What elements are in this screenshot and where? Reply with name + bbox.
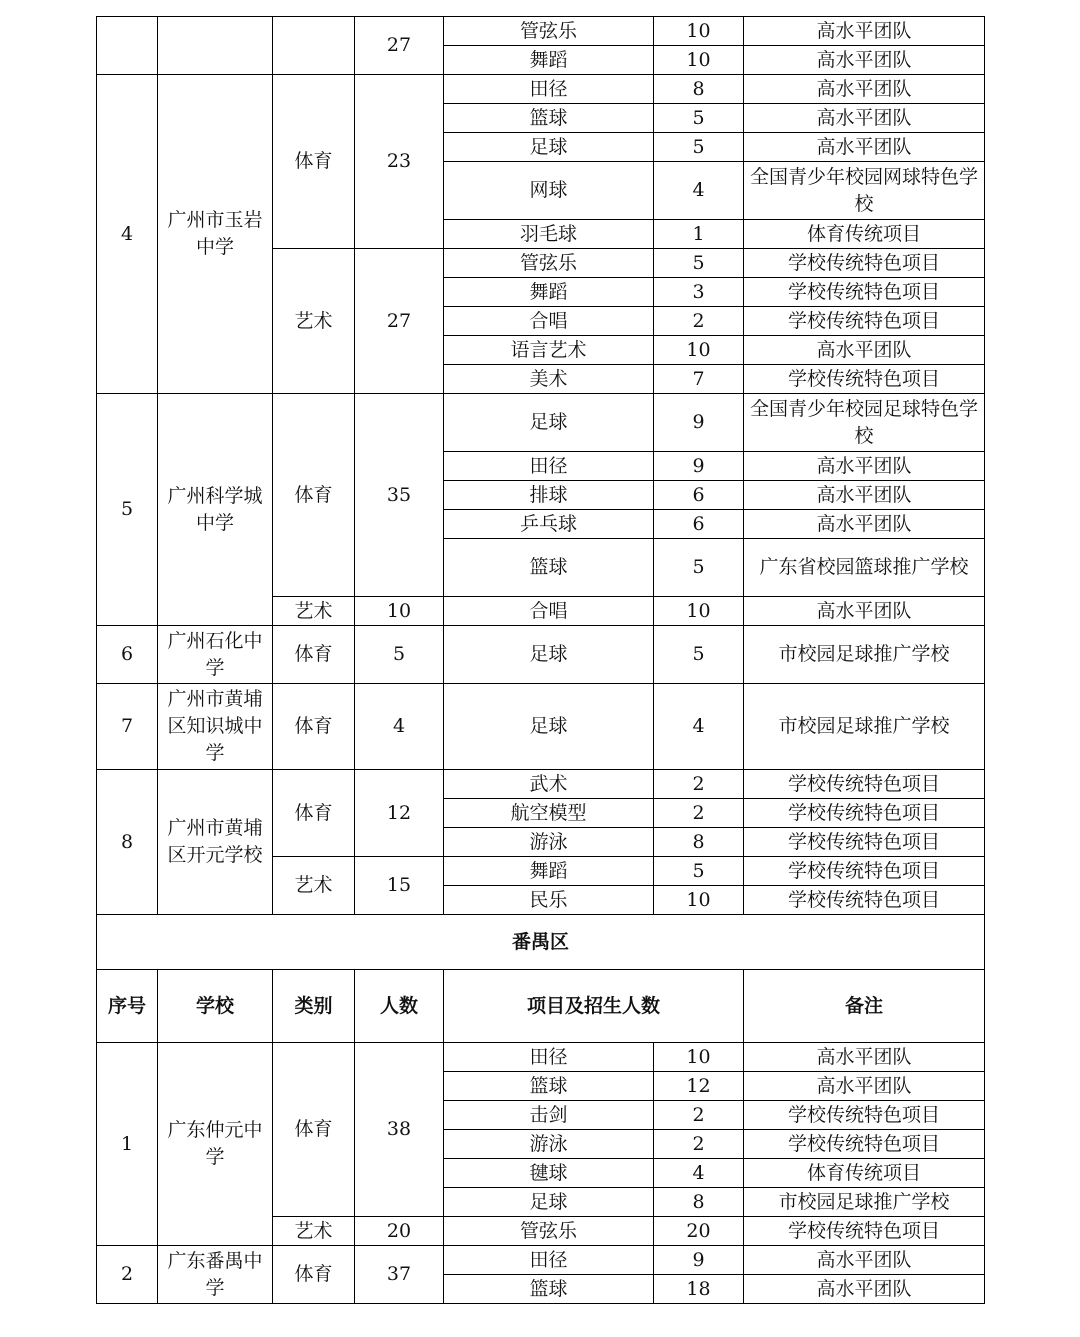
table-row xyxy=(97,75,985,104)
category-cell: 艺术 xyxy=(273,249,355,394)
project-num: 5 xyxy=(654,626,744,684)
count-cell: 20 xyxy=(355,1217,444,1246)
count-cell: 38 xyxy=(355,1043,444,1217)
project-num: 10 xyxy=(654,597,744,626)
project-name: 管弦乐 xyxy=(444,1217,654,1246)
enrollment-table xyxy=(96,16,985,1304)
project-name: 足球 xyxy=(444,394,654,452)
project-name: 排球 xyxy=(444,481,654,510)
header-note: 备注 xyxy=(744,970,985,1043)
project-num: 1 xyxy=(654,220,744,249)
school-cell: 广州科学城中学 xyxy=(158,394,273,626)
header-projects: 项目及招生人数 xyxy=(444,970,744,1043)
table-row xyxy=(97,684,985,770)
project-name: 网球 xyxy=(444,162,654,220)
seq-cell: 2 xyxy=(97,1246,158,1304)
project-name: 航空模型 xyxy=(444,799,654,828)
category-cell: 体育 xyxy=(273,1043,355,1217)
project-num: 4 xyxy=(654,684,744,770)
table-row xyxy=(97,394,985,452)
count-cell: 10 xyxy=(355,597,444,626)
project-num: 2 xyxy=(654,1101,744,1130)
project-num: 2 xyxy=(654,770,744,799)
project-name: 田径 xyxy=(444,1043,654,1072)
school-cell: 广州石化中学 xyxy=(158,626,273,684)
seq-cell: 8 xyxy=(97,770,158,915)
project-note: 高水平团队 xyxy=(744,481,985,510)
project-num: 5 xyxy=(654,539,744,597)
project-name: 篮球 xyxy=(444,1072,654,1101)
project-num: 10 xyxy=(654,17,744,46)
project-name: 毽球 xyxy=(444,1159,654,1188)
project-name: 舞蹈 xyxy=(444,857,654,886)
project-num: 10 xyxy=(654,336,744,365)
project-note: 学校传统特色项目 xyxy=(744,1130,985,1159)
category-cell: 艺术 xyxy=(273,1217,355,1246)
seq-cell xyxy=(97,17,158,75)
seq-cell: 6 xyxy=(97,626,158,684)
project-note: 学校传统特色项目 xyxy=(744,307,985,336)
project-note: 学校传统特色项目 xyxy=(744,1217,985,1246)
project-name: 田径 xyxy=(444,1246,654,1275)
category-cell: 艺术 xyxy=(273,597,355,626)
count-cell: 23 xyxy=(355,75,444,249)
project-num: 7 xyxy=(654,365,744,394)
count-cell: 35 xyxy=(355,394,444,597)
project-note: 高水平团队 xyxy=(744,17,985,46)
project-name: 合唱 xyxy=(444,597,654,626)
table-row xyxy=(97,1246,985,1275)
project-num: 9 xyxy=(654,1246,744,1275)
project-num: 9 xyxy=(654,452,744,481)
project-note: 体育传统项目 xyxy=(744,220,985,249)
project-num: 2 xyxy=(654,799,744,828)
project-num: 3 xyxy=(654,278,744,307)
project-note: 高水平团队 xyxy=(744,597,985,626)
project-num: 10 xyxy=(654,886,744,915)
table-row xyxy=(97,915,985,970)
table-row xyxy=(97,1043,985,1072)
project-note: 全国青少年校园网球特色学校 xyxy=(744,162,985,220)
project-note: 学校传统特色项目 xyxy=(744,799,985,828)
project-name: 武术 xyxy=(444,770,654,799)
project-name: 游泳 xyxy=(444,1130,654,1159)
school-cell: 广州市黄埔区知识城中学 xyxy=(158,684,273,770)
school-cell: 广州市玉岩中学 xyxy=(158,75,273,394)
project-name: 田径 xyxy=(444,75,654,104)
count-cell: 4 xyxy=(355,684,444,770)
seq-cell: 7 xyxy=(97,684,158,770)
project-note: 高水平团队 xyxy=(744,104,985,133)
project-num: 4 xyxy=(654,1159,744,1188)
project-name: 足球 xyxy=(444,1188,654,1217)
project-note: 学校传统特色项目 xyxy=(744,770,985,799)
table-row xyxy=(97,17,985,46)
project-name: 篮球 xyxy=(444,1275,654,1304)
project-num: 20 xyxy=(654,1217,744,1246)
category-cell: 体育 xyxy=(273,75,355,249)
project-num: 2 xyxy=(654,307,744,336)
project-note: 学校传统特色项目 xyxy=(744,828,985,857)
project-name: 合唱 xyxy=(444,307,654,336)
project-note: 市校园足球推广学校 xyxy=(744,1188,985,1217)
table-row xyxy=(97,626,985,684)
project-num: 5 xyxy=(654,249,744,278)
project-num: 5 xyxy=(654,857,744,886)
count-cell: 27 xyxy=(355,249,444,394)
project-name: 管弦乐 xyxy=(444,17,654,46)
count-cell: 5 xyxy=(355,626,444,684)
project-num: 8 xyxy=(654,828,744,857)
seq-cell: 1 xyxy=(97,1043,158,1246)
category-cell: 体育 xyxy=(273,770,355,857)
project-num: 6 xyxy=(654,481,744,510)
project-note: 市校园足球推广学校 xyxy=(744,684,985,770)
project-name: 羽毛球 xyxy=(444,220,654,249)
project-note: 全国青少年校园足球特色学校 xyxy=(744,394,985,452)
project-num: 8 xyxy=(654,75,744,104)
category-cell: 体育 xyxy=(273,1246,355,1304)
school-cell xyxy=(158,17,273,75)
header-seq: 序号 xyxy=(97,970,158,1043)
project-num: 9 xyxy=(654,394,744,452)
project-name: 乒乓球 xyxy=(444,510,654,539)
project-num: 8 xyxy=(654,1188,744,1217)
category-cell: 体育 xyxy=(273,626,355,684)
project-note: 学校传统特色项目 xyxy=(744,886,985,915)
project-note: 高水平团队 xyxy=(744,1275,985,1304)
project-name: 语言艺术 xyxy=(444,336,654,365)
project-name: 击剑 xyxy=(444,1101,654,1130)
header-count: 人数 xyxy=(355,970,444,1043)
category-cell: 体育 xyxy=(273,394,355,597)
project-name: 舞蹈 xyxy=(444,46,654,75)
project-note: 学校传统特色项目 xyxy=(744,278,985,307)
count-cell: 27 xyxy=(355,17,444,75)
project-name: 足球 xyxy=(444,133,654,162)
seq-cell: 4 xyxy=(97,75,158,394)
project-num: 10 xyxy=(654,46,744,75)
project-num: 6 xyxy=(654,510,744,539)
project-num: 5 xyxy=(654,104,744,133)
project-name: 足球 xyxy=(444,626,654,684)
project-note: 学校传统特色项目 xyxy=(744,249,985,278)
count-cell: 12 xyxy=(355,770,444,857)
project-name: 舞蹈 xyxy=(444,278,654,307)
project-name: 篮球 xyxy=(444,104,654,133)
project-name: 美术 xyxy=(444,365,654,394)
project-name: 田径 xyxy=(444,452,654,481)
project-note: 高水平团队 xyxy=(744,1246,985,1275)
project-num: 10 xyxy=(654,1043,744,1072)
project-num: 4 xyxy=(654,162,744,220)
category-cell xyxy=(273,17,355,75)
project-note: 高水平团队 xyxy=(744,1043,985,1072)
project-name: 足球 xyxy=(444,684,654,770)
project-note: 高水平团队 xyxy=(744,1072,985,1101)
project-num: 5 xyxy=(654,133,744,162)
school-cell: 广州市黄埔区开元学校 xyxy=(158,770,273,915)
project-note: 高水平团队 xyxy=(744,452,985,481)
project-num: 18 xyxy=(654,1275,744,1304)
project-name: 篮球 xyxy=(444,539,654,597)
project-note: 学校传统特色项目 xyxy=(744,1101,985,1130)
header-school: 学校 xyxy=(158,970,273,1043)
project-note: 学校传统特色项目 xyxy=(744,365,985,394)
project-note: 学校传统特色项目 xyxy=(744,857,985,886)
project-note: 广东省校园篮球推广学校 xyxy=(744,539,985,597)
school-cell: 广东仲元中学 xyxy=(158,1043,273,1246)
project-note: 高水平团队 xyxy=(744,336,985,365)
school-cell: 广东番禺中学 xyxy=(158,1246,273,1304)
project-note: 高水平团队 xyxy=(744,46,985,75)
project-note: 高水平团队 xyxy=(744,133,985,162)
header-category: 类别 xyxy=(273,970,355,1043)
project-num: 2 xyxy=(654,1130,744,1159)
project-name: 民乐 xyxy=(444,886,654,915)
project-note: 高水平团队 xyxy=(744,75,985,104)
district-heading: 番禺区 xyxy=(97,915,985,970)
project-note: 市校园足球推广学校 xyxy=(744,626,985,684)
table-row xyxy=(97,770,985,799)
seq-cell: 5 xyxy=(97,394,158,626)
project-name: 管弦乐 xyxy=(444,249,654,278)
project-num: 12 xyxy=(654,1072,744,1101)
count-cell: 37 xyxy=(355,1246,444,1304)
count-cell: 15 xyxy=(355,857,444,915)
category-cell: 艺术 xyxy=(273,857,355,915)
category-cell: 体育 xyxy=(273,684,355,770)
project-name: 游泳 xyxy=(444,828,654,857)
project-note: 体育传统项目 xyxy=(744,1159,985,1188)
table-header-row xyxy=(97,970,985,1043)
project-note: 高水平团队 xyxy=(744,510,985,539)
